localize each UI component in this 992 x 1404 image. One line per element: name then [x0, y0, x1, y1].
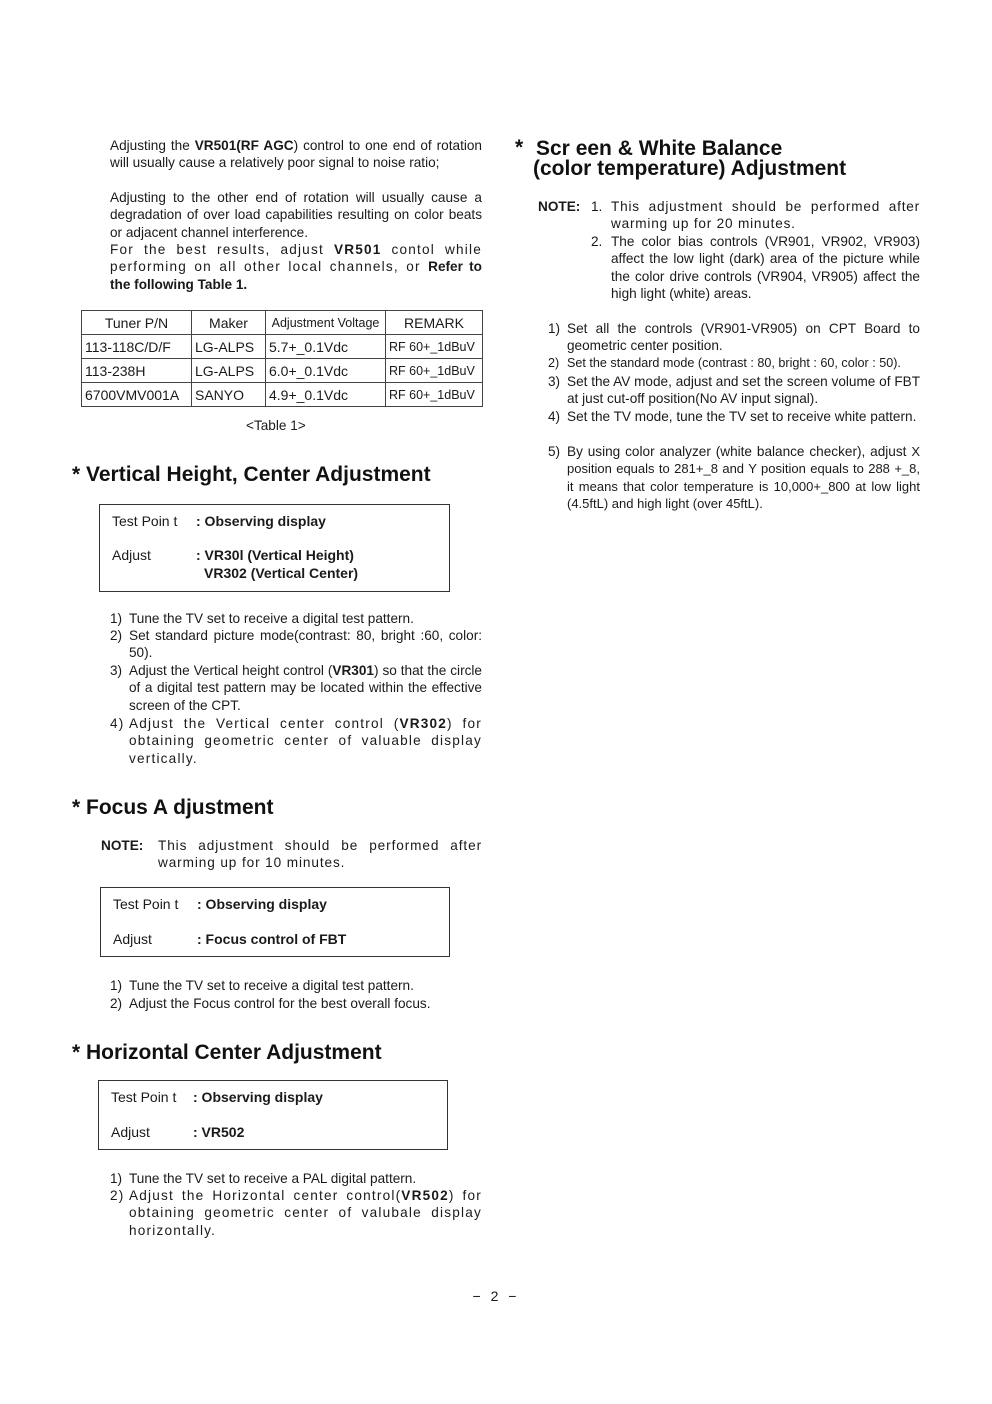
table-cell: RF 60+_1dBuV [386, 359, 483, 383]
test-point-value: : Observing display [193, 1089, 323, 1105]
intro-paragraph-3: For the best results, adjust VR501 contol while performing on all other local channels, or Refer to the following Table 1. [110, 242, 482, 292]
focus-heading: * Focus A djustment [72, 796, 274, 819]
table-cell: RF 60+_1dBuV [386, 335, 483, 359]
focus-note-label: NOTE: [101, 838, 144, 853]
table-row [82, 359, 483, 383]
page-number: − 2 − [472, 1288, 520, 1304]
adjust-value: : VR30l (Vertical Height) [196, 547, 354, 563]
test-point-value: : Observing display [196, 513, 326, 529]
table-header-cell: Tuner P/N [82, 311, 192, 335]
table-cell: SANYO [192, 383, 266, 407]
test-point-label: Test Poin t [113, 896, 179, 912]
intro-paragraph-2: Adjusting to the other end of rotation will usually cause a degradation of over load capabilities resulting on color beats or adjacent channel interference. [110, 190, 482, 240]
horizontal-info-box [98, 1080, 448, 1150]
focus-note-text: This adjustment should be performed after warming up for 10 minutes. [158, 838, 482, 871]
table-header-row [82, 311, 483, 335]
table-header-cell: Maker [192, 311, 266, 335]
table-cell: 6700VMV001A [82, 383, 192, 407]
table-header-cell: Adjustment Voltage [266, 311, 386, 335]
table-cell: 6.0+_0.1Vdc [266, 359, 386, 383]
white-balance-note-label: NOTE: [538, 199, 581, 214]
table-cell: LG-ALPS [192, 335, 266, 359]
test-point-label: Test Poin t [112, 513, 178, 529]
focus-info-box [100, 887, 450, 957]
white-balance-heading-2: (color temperature) Adjustment [533, 157, 847, 180]
white-balance-heading: Scr een & White Balance [536, 137, 783, 160]
table-cell: 5.7+_0.1Vdc [266, 335, 386, 359]
adjust-value: VR302 (Vertical Center) [204, 565, 359, 581]
tuner-table [81, 310, 483, 407]
test-point-value: : Observing display [197, 896, 327, 912]
table-row [82, 335, 483, 359]
test-point-label: Test Poin t [111, 1089, 177, 1105]
table-row [82, 383, 483, 407]
table-cell: 4.9+_0.1Vdc [266, 383, 386, 407]
table-cell: 113-238H [82, 359, 192, 383]
vertical-heading: * Vertical Height, Center Adjustment [72, 463, 431, 486]
adjust-label: Adjust [112, 547, 151, 563]
table-cell: LG-ALPS [192, 359, 266, 383]
adjust-value: : Focus control of FBT [197, 931, 347, 947]
horizontal-heading: * Horizontal Center Adjustment [72, 1041, 382, 1064]
adjust-label: Adjust [111, 1124, 150, 1140]
table-caption: <Table 1> [246, 418, 306, 433]
adjust-value: : VR502 [193, 1124, 245, 1140]
table-cell: 113-118C/D/F [82, 335, 192, 359]
white-balance-heading-star: * [515, 136, 524, 159]
table-header-cell: REMARK [386, 311, 483, 335]
table-cell: RF 60+_1dBuV [386, 383, 483, 407]
intro-paragraph-1: Adjusting the VR501(RF AGC) control to one end of rotation will usually cause a relatively poor signal to noise ratio; [110, 138, 482, 171]
vertical-info-box [99, 504, 450, 592]
adjust-label: Adjust [113, 931, 152, 947]
